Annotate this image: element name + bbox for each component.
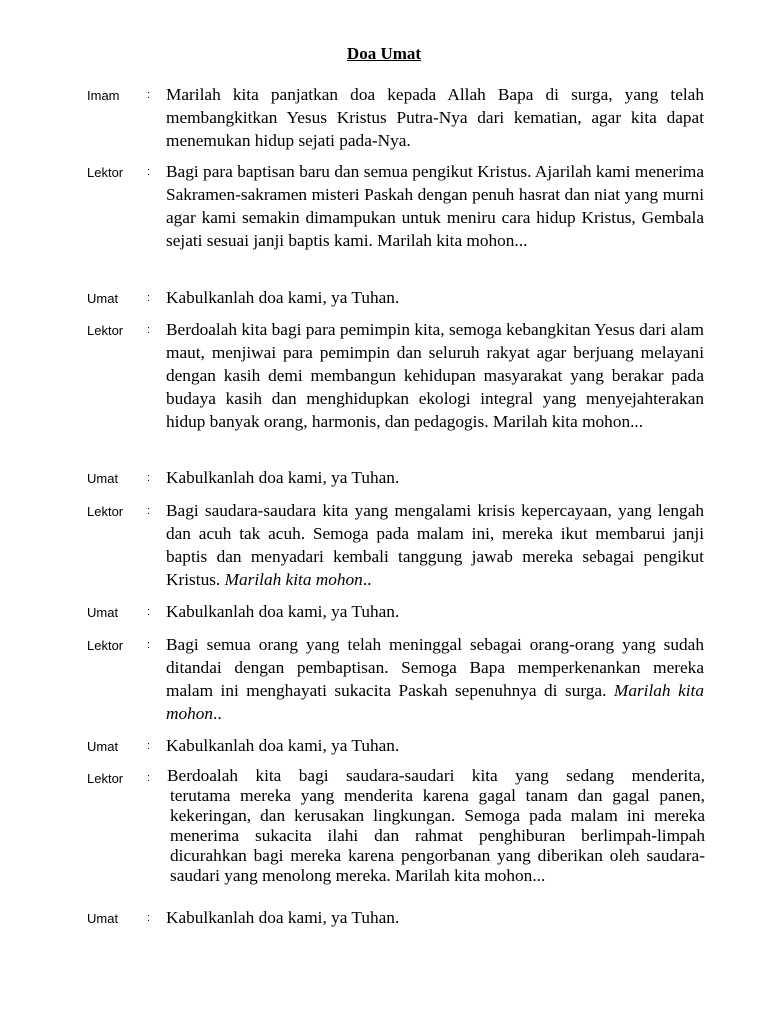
prayer-invitation: Marilah kita mohon (166, 681, 704, 723)
speaker-label: Umat (87, 739, 119, 754)
colon-separator: : (147, 324, 151, 336)
prayer-body: Bagi saudara-saudara kita yang mengalami krisis kepercayaan, yang lengah dan acuh tak acuh. Semoga pada malam ini, mereka ikut membarui janji baptis dan menyadari kembali tanggung jawab mereka sebagai pengikut Kristus. (166, 501, 704, 589)
prayer-first-line: Berdoalah kita bagi saudara-saudari kita yang sedang menderita, (167, 766, 705, 785)
prayer-body: Bagi semua orang yang telah meninggal sebagai orang-orang yang sudah ditandai dengan pembaptisan. Semoga Bapa memperkenankan mereka malam ini menghayati sukacita Paskah sepenuhnya di surga. (166, 635, 704, 700)
speaker-label: Umat (87, 605, 119, 620)
prayer-body: terutama mereka yang menderita karena gagal tanam dan gagal panen, kekeringan, dan kerusakan lingkungan. Semoga pada malam ini mereka menerima sukacita ilahi dan rahmat penghiburan berlimpah-limpah dicurahkan bagi mereka karena pengorbanan yang diberikan oleh saudara-saudari yang menolong mereka. Marilah kita mohon... (170, 786, 705, 885)
response-text: Kabulkanlah doa kami, ya Tuhan. (166, 288, 400, 307)
response-text: Kabulkanlah doa kami, ya Tuhan. (166, 736, 400, 755)
speaker-label: Lektor (87, 504, 124, 519)
colon-separator: : (147, 505, 151, 517)
page-title: Doa Umat (346, 44, 422, 63)
speaker-label: Umat (87, 471, 119, 486)
speaker-label: Umat (87, 911, 119, 926)
speaker-label: Lektor (87, 165, 124, 180)
colon-separator: : (147, 912, 151, 924)
prayer-text: Berdoalah kita bagi para pemimpin kita, semoga kebangkitan Yesus dari alam maut, menjiwai para pemimpin dan seluruh rakyat agar berjuang melayani dengan kasih demi membangun kehidupan masyarakat yang berakar pada budaya kasih dan menghidupkan ekologi integral yang menyejahterakan hidup banyak orang, harmonis, dan pedagogis. Marilah kita mohon... (166, 320, 704, 431)
speaker-label: Lektor (87, 638, 124, 653)
prayer-tail: .. (213, 704, 222, 723)
prayer-text: Marilah kita panjatkan doa kepada Allah Bapa di surga, yang telah membangkitkan Yesus Kristus Putra-Nya dari kematian, agar kita dapat menemukan hidup sejati pada-Nya. (166, 85, 704, 150)
colon-separator: : (147, 292, 151, 304)
colon-separator: : (147, 89, 151, 101)
colon-separator: : (147, 740, 151, 752)
prayer-invitation: Marilah kita mohon (224, 570, 363, 589)
colon-separator: : (147, 772, 151, 784)
prayer-text (167, 766, 705, 886)
speaker-label: Imam (87, 88, 120, 103)
speaker-label: Lektor (87, 771, 124, 786)
colon-separator: : (147, 472, 151, 484)
prayer-tail: .. (362, 570, 372, 589)
colon-separator: : (147, 606, 151, 618)
prayer-text (166, 499, 704, 591)
response-text: Kabulkanlah doa kami, ya Tuhan. (166, 468, 400, 487)
prayer-text (166, 633, 704, 725)
response-text: Kabulkanlah doa kami, ya Tuhan. (166, 908, 400, 927)
response-text: Kabulkanlah doa kami, ya Tuhan. (166, 602, 400, 621)
colon-separator: : (147, 639, 151, 651)
colon-separator: : (147, 166, 151, 178)
speaker-label: Lektor (87, 323, 124, 338)
prayer-text: Bagi para baptisan baru dan semua pengikut Kristus. Ajarilah kami menerima Sakramen-sakramen misteri Paskah dengan penuh hasrat dan niat yang murni agar kami semakin dimampukan untuk meniru cara hidup Kristus, Gembala sejati sesuai janji baptis kami. Marilah kita mohon... (166, 162, 704, 250)
speaker-label: Umat (87, 291, 119, 306)
